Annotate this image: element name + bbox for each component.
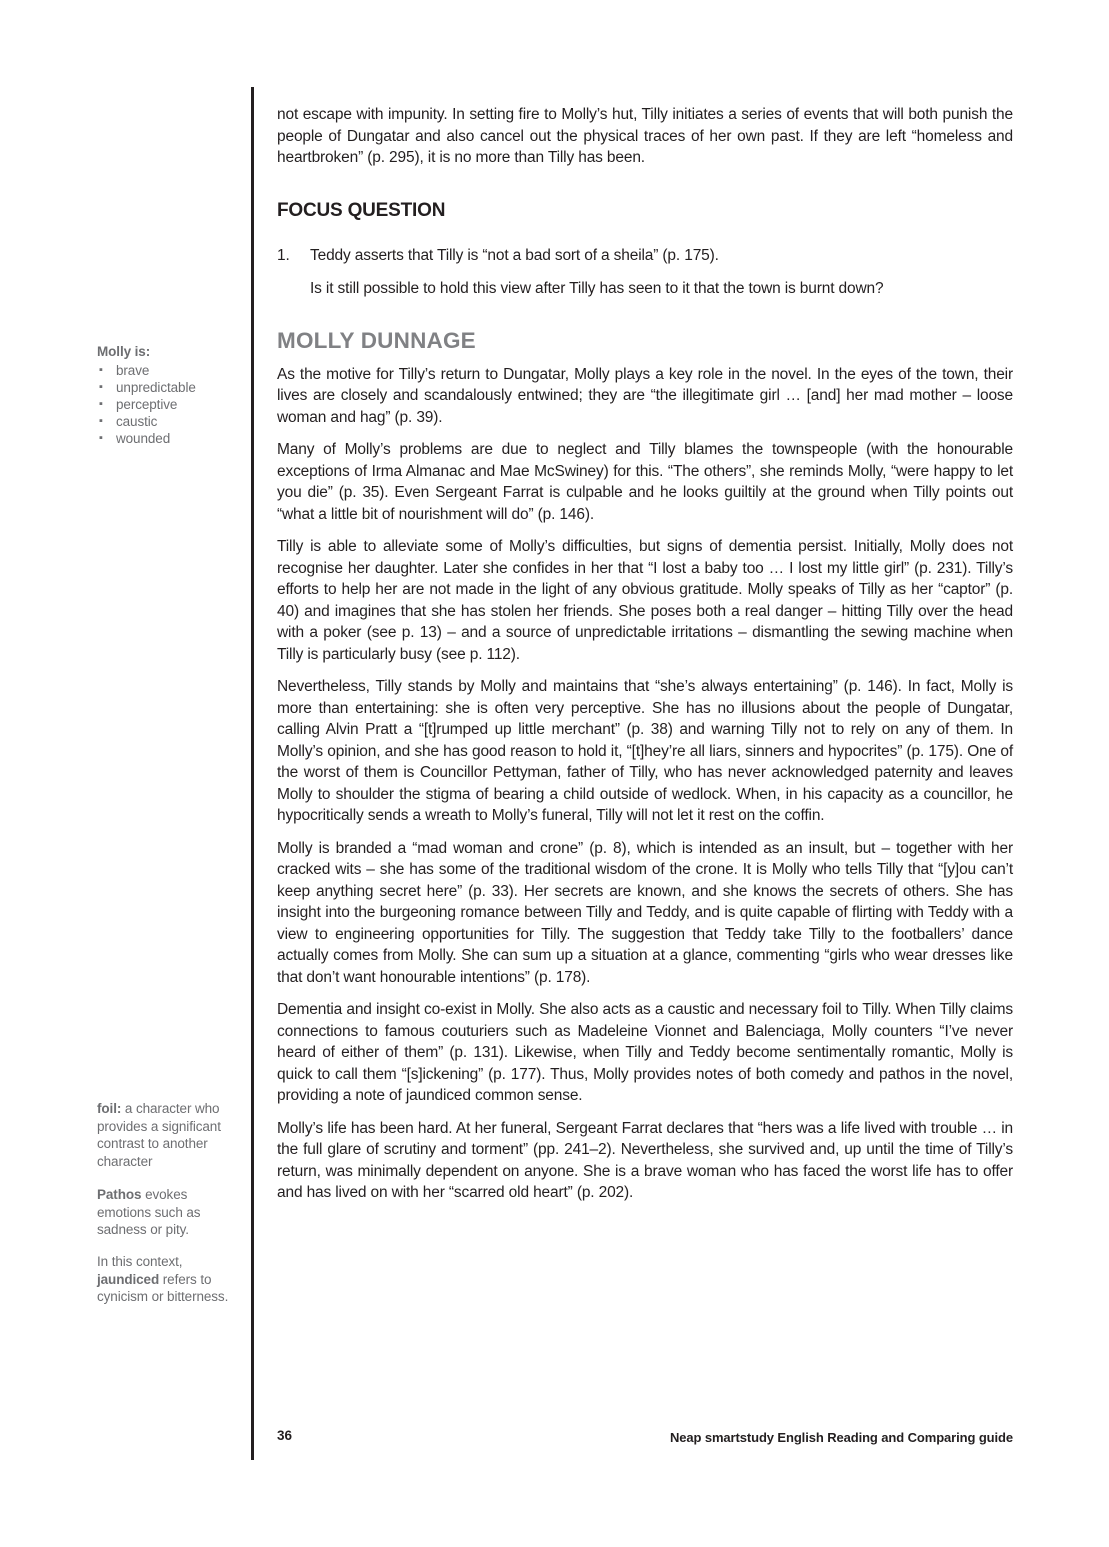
focus-question-text: Teddy asserts that Tilly is “not a bad sort of a sheila” (p. 175). [310,246,719,264]
focus-question-heading: FOCUS QUESTION [277,199,446,221]
trait-item-caustic: ▪ caustic [97,413,235,430]
molly-traits-note [97,343,235,447]
pathos-term: Pathos [97,1187,142,1202]
jaundiced-term: jaundiced [97,1271,160,1287]
trait-item-unpredictable: ▪ unpredictable [97,379,235,396]
pathos-definition: evokes emotions such as sadness or pity. [97,1187,201,1237]
trait-item-wounded: ▪ wounded [97,430,235,447]
body-paragraph-6: Dementia and insight co-exist in Molly. She also acts as a caustic and necessary foil to Tilly. When Tilly claims connections to famous couturiers such as Madeleine Vionnet and Balenciaga, Molly counters “I’ve never heard of either of them” (p. 131). Likewise, when Tilly and Teddy become sentimentally romantic, Molly is quick to call them “[s]ickening” (p. 177). Thus, Molly provides notes of both comedy and pathos in the novel, providing a note of jaundiced common sense. [277,1001,1013,1104]
molly-traits-heading: Molly is: [97,344,151,359]
focus-question-number: 1. [277,246,290,264]
body-paragraph-2: Many of Molly’s problems are due to neglect and Tilly blames the townspeople (with the honourable exceptions of Irma Almanac and Mae McSwiney) for this. “The others”, she reminds Molly, “were happy to let you die” (p. 35). Even Sergeant Farrat is culpable and he looks guiltily at the ground when Tilly points out “what a little bit of nourishment will do” (p. 146). [277,441,1013,523]
foil-term: foil: [97,1101,122,1116]
body-paragraph-5: Molly is branded a “mad woman and crone” (p. 8), which is intended as an insult, but – together with her cracked wits – she has some of the traditional wisdom of the crone. It is Molly who tells Tilly that “[y]ou can’t keep anything secret here” (p. 33). Her secrets are known, and she knows the secrets of others. She has insight into the burgeoning romance between Tilly and Teddy, and is quite capable of flirting with Teddy with a view to engineering opportunities for Tilly. The suggestion that Teddy take Tilly to the footballers’ dance actually comes from Molly. She can sum up a situation at a glance, commenting “girls who wear dresses like that don’t want honourable intentions” (p. 178). [277,839,1013,986]
jaundiced-lead: In this context, [97,1254,183,1269]
main-content [277,104,1013,1204]
jaundiced-definition: refers to cynicism or bitterness. [97,1271,229,1304]
focus-question-item [277,245,1013,267]
margin-rule [251,87,254,1460]
jaundiced-definition-note [97,1253,235,1306]
page-number: 36 [277,1428,293,1443]
body-paragraph-1: As the motive for Tilly’s return to Dungatar, Molly plays a key role in the novel. In the eyes of the town, their lives are closely and scandalously entwined; they are “the illegitimate girl … [and] her mad mother – loose woman and hag” (p. 39). [277,365,1013,426]
focus-question-followup: Is it still possible to hold this view after Tilly has seen to it that the town is burnt down? [310,280,884,297]
section-heading: MOLLY DUNNAGE [277,327,476,353]
body-paragraph-3: Tilly is able to alleviate some of Molly’s difficulties, but signs of dementia persist. Initially, Molly does not recognise her daughter. Later she confides in her that “I lost a baby too … I lost my little girl” (p. 231). Tilly’s efforts to help her are not made in the light of any obvious gratitude. Molly speaks of Tilly as her “captor” (p. 40) and imagines that she has stolen her friends. She poses both a real danger – hitting Tilly over the head with a poker (see p. 13) – and a source of unpredictable irritations – dismantling the sewing machine when Tilly is particularly busy (see p. 112). [277,538,1013,663]
footer-booklet-title: Neap smartstudy English Reading and Comparing guide [669,1430,1013,1445]
foil-definition: a character who provides a significant contrast to another character [97,1101,221,1169]
pathos-definition-note [97,1186,235,1239]
intro-paragraph: not escape with impunity. In setting fire to Molly’s hut, Tilly initiates a series of events that will both punish the people of Dungatar and also cancel out the physical traces of her own past. If they are left “homeless and heartbroken” (p. 295), it is no more than Tilly has been. [277,106,1013,166]
foil-definition-note [97,1100,235,1170]
body-paragraph-7: Molly’s life has been hard. At her funeral, Sergeant Farrat declares that “hers was a life lived with trouble … in the full glare of scrutiny and torment” (pp. 241–2). Nevertheless, she survived and, up until the time of Tilly’s return, was minimally dependent on anyone. She is a brave woman who has faced the worst life has to offer and has lived on with her “scarred old heart” (p. 202). [277,1119,1013,1201]
trait-item-perceptive: ▪ perceptive [97,396,235,413]
molly-traits-list [97,362,235,447]
body-paragraph-4: Nevertheless, Tilly stands by Molly and maintains that “she’s always entertaining” (p. 146). In fact, Molly is more than entertaining: she is often very perceptive. She has no illusions about the people of Dungatar, calling Alvin Pratt a “[t]rumped up little merchant” (p. 38) and warning Tilly not to rely on any of them. In Molly’s opinion, and she has good reason to hold it, “[t]hey’re all liars, sinners and hypocrites” (p. 175). One of the worst of them is Councillor Pettyman, father of Tilly, who has never acknowledged paternity and leaves Molly to shoulder the stigma of bearing a child outside of wedlock. When, in his capacity as a councillor, he hypocritically sends a wreath to Molly’s funeral, Tilly will not let it rest on the coffin. [277,678,1013,824]
trait-item-brave: ▪ brave [97,362,235,379]
